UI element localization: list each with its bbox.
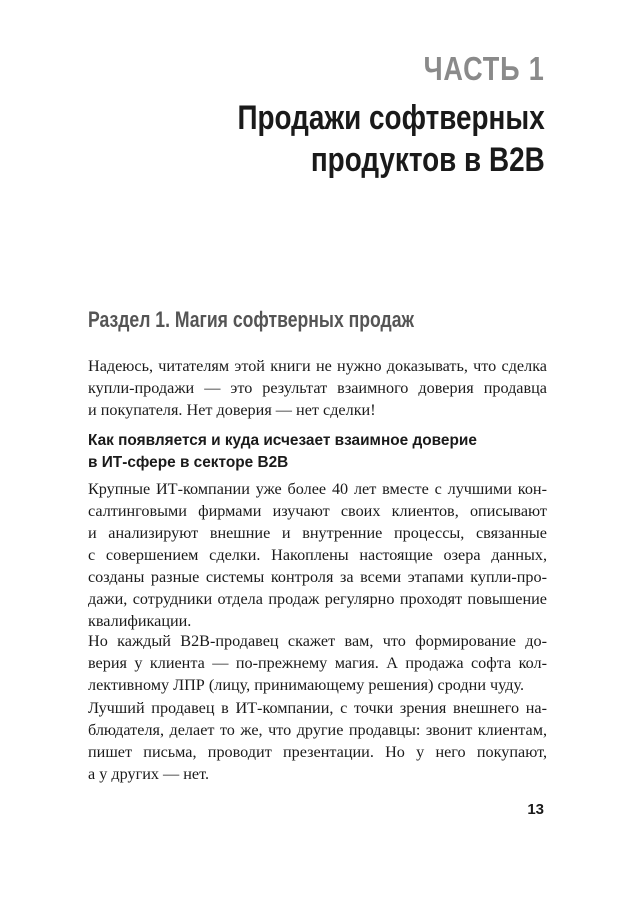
text-line: Крупные ИТ-компании уже более 40 лет вместе с лучшими кон- bbox=[88, 480, 547, 498]
paragraph-2 bbox=[88, 630, 547, 696]
text-line: и покупателя. Нет доверия — нет сделки! bbox=[88, 401, 376, 419]
part-title bbox=[238, 97, 545, 181]
paragraph-1 bbox=[88, 478, 547, 632]
text-line: Лучший продавец в ИТ-компании, с точки зрения внешнего на- bbox=[88, 699, 547, 717]
text-line: с совершением сделки. Накоплены настоящие озера данных, bbox=[88, 546, 547, 564]
subheading bbox=[88, 430, 477, 474]
subheading-line: в ИТ-сфере в секторе B2B bbox=[88, 454, 289, 471]
text-line: блюдателя, делает то же, что другие продавцы: звонит клиентам, bbox=[88, 721, 547, 739]
text-line: купли-продажи — это результат взаимного доверия продавца bbox=[88, 379, 547, 397]
part-label: ЧАСТЬ 1 bbox=[423, 50, 545, 87]
text-line: и анализируют внешние и внутренние процессы, связанные bbox=[88, 524, 547, 542]
text-line: лективному ЛПР (лицу, принимающему решения) сродни чуду. bbox=[88, 676, 525, 694]
intro-paragraph bbox=[88, 355, 547, 421]
part-title-line: продуктов в B2B bbox=[311, 141, 545, 179]
text-line: пишет письма, проводит презентации. Но у него покупают, bbox=[88, 743, 547, 761]
text-line: салтинговыми фирмами изучают своих клиентов, описывают bbox=[88, 502, 547, 520]
paragraph-3 bbox=[88, 697, 547, 785]
text-line: верия у клиента — по-прежнему магия. А продажа софта кол- bbox=[88, 654, 547, 672]
text-line: а у других — нет. bbox=[88, 765, 210, 783]
section-title: Раздел 1. Магия софтверных продаж bbox=[88, 307, 414, 332]
text-line: Надеюсь, читателям этой книги не нужно доказывать, что сделка bbox=[88, 357, 547, 375]
text-line: дажи, сотрудники отдела продаж регулярно проходят повышение bbox=[88, 590, 547, 608]
text-line: квалификации. bbox=[88, 612, 192, 630]
page-number: 13 bbox=[527, 801, 544, 818]
text-line: Но каждый B2B-продавец скажет вам, что формирование до- bbox=[88, 632, 547, 650]
text-line: созданы разные системы контроля за всеми этапами купли-про- bbox=[88, 568, 547, 586]
subheading-line: Как появляется и куда исчезает взаимное доверие bbox=[88, 432, 477, 449]
part-title-line: Продажи софтверных bbox=[237, 99, 545, 137]
